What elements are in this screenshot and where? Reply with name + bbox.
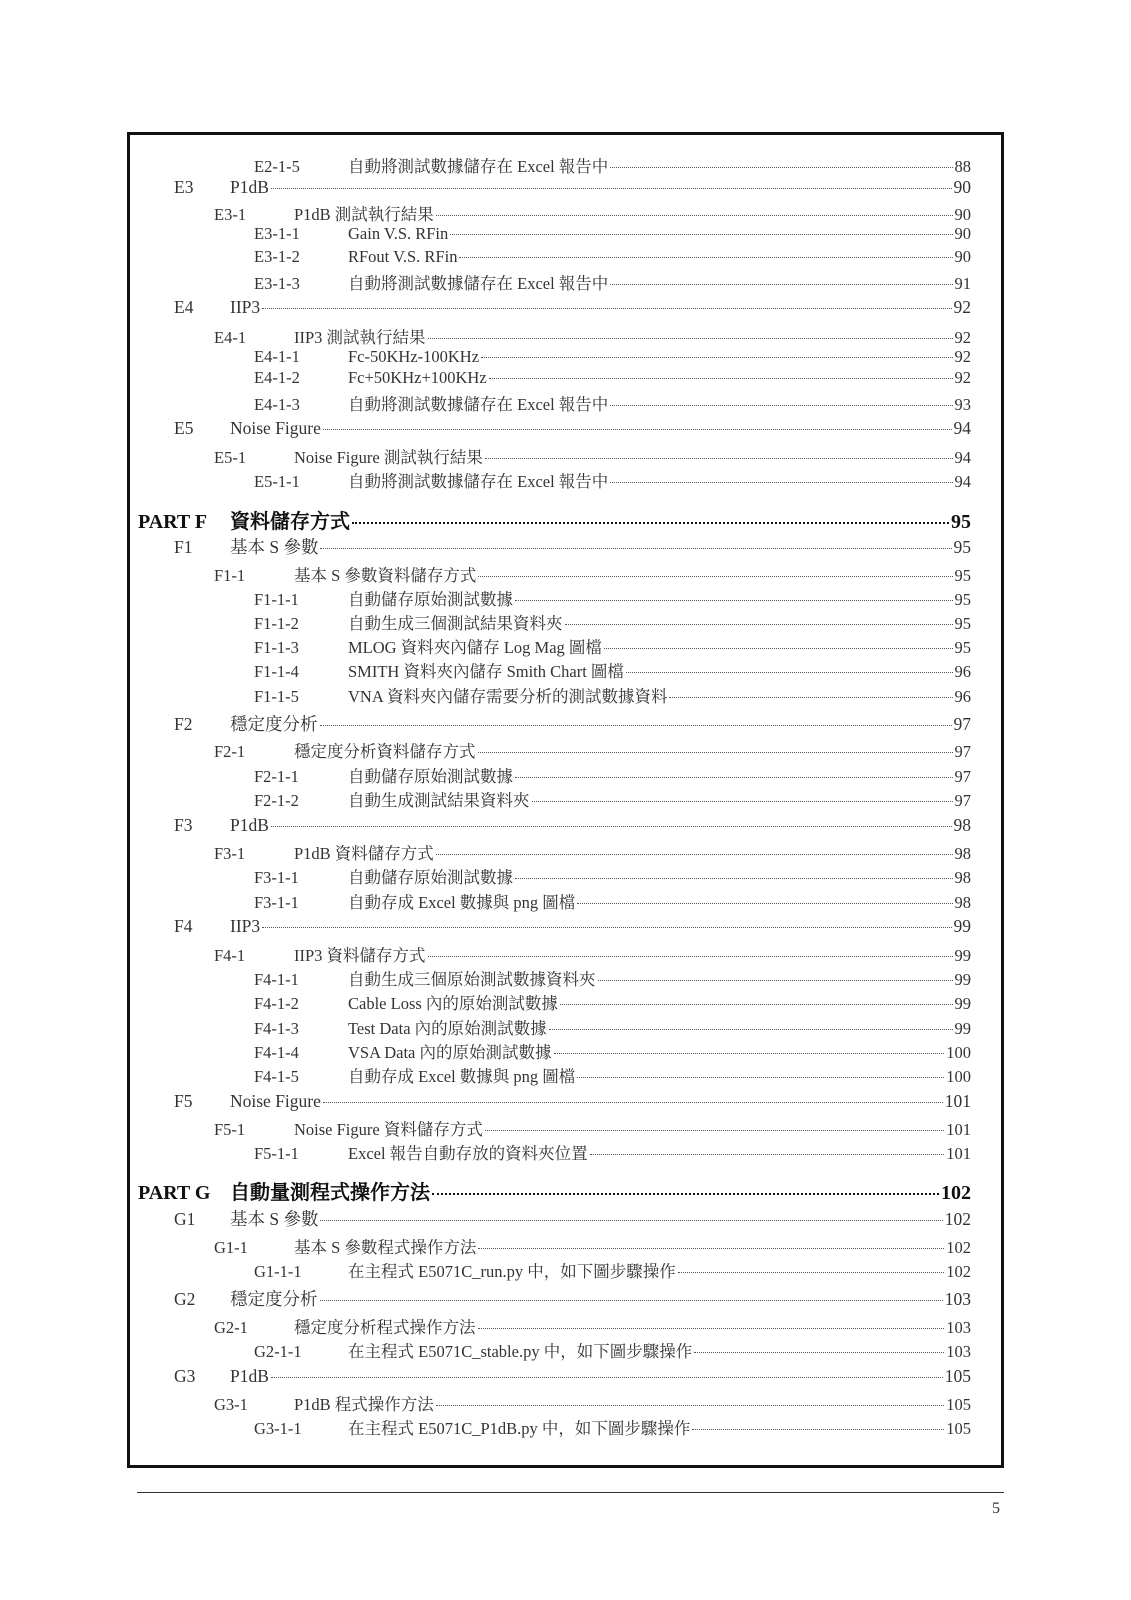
toc-entry-page: 95 — [951, 511, 971, 533]
toc-entry[interactable] — [174, 418, 971, 439]
toc-entry[interactable] — [254, 763, 971, 787]
toc-entry-title: SMITH 資料夾內儲存 Smith Chart 圖檔 — [348, 662, 624, 681]
toc-entry[interactable] — [254, 224, 971, 244]
toc-dot-leader — [515, 777, 953, 778]
toc-entry[interactable] — [214, 1391, 971, 1415]
toc-entry-number: F1 — [174, 537, 193, 557]
toc-entry-number: F5-1-1 — [254, 1144, 299, 1163]
toc-entry[interactable] — [254, 990, 971, 1014]
toc-entry-number: E5-1 — [214, 448, 247, 467]
toc-entry-title: 自動儲存原始測試數據 — [348, 868, 513, 887]
toc-entry-page: 98 — [953, 815, 971, 835]
toc-entry[interactable] — [214, 840, 971, 864]
toc-part-heading[interactable] — [138, 1176, 971, 1205]
toc-entry-page: 94 — [954, 472, 971, 491]
toc-entry-title: 在主程式 E5071C_P1dB.py 中，如下圖步驟操作 — [348, 1419, 691, 1438]
toc-entry-number: E2-1-5 — [254, 157, 300, 176]
toc-entry[interactable] — [254, 1258, 971, 1282]
toc-entry[interactable] — [254, 1063, 971, 1087]
toc-entry-page: 100 — [946, 1067, 971, 1086]
toc-entry-number: F2-1-1 — [254, 767, 299, 786]
toc-entry-number: F4-1-1 — [254, 970, 299, 989]
toc-entry-page: 90 — [954, 247, 971, 266]
toc-entry-title: P1dB 程式操作方法 — [294, 1395, 434, 1414]
toc-entry-number: G3-1-1 — [254, 1419, 302, 1438]
toc-entry-page: 101 — [946, 1120, 971, 1139]
toc-entry-title: IIP3 — [230, 916, 261, 936]
toc-entry[interactable] — [254, 468, 971, 492]
toc-entry-page: 88 — [954, 157, 971, 176]
toc-entry-page: 97 — [953, 714, 971, 734]
toc-entry-number: G1-1-1 — [254, 1262, 302, 1281]
toc-entry[interactable] — [214, 942, 971, 966]
toc-entry[interactable] — [174, 1366, 971, 1387]
toc-entry[interactable] — [254, 247, 971, 267]
toc-dot-leader — [481, 357, 952, 358]
toc-dot-leader — [320, 548, 951, 549]
toc-entry[interactable] — [174, 177, 971, 198]
toc-entry-number: F4-1-3 — [254, 1019, 299, 1038]
toc-dot-leader — [262, 927, 951, 928]
toc-entry-title: 自動生成三個測試結果資料夾 — [348, 614, 563, 633]
toc-entry[interactable] — [214, 324, 971, 348]
toc-dot-leader — [598, 980, 953, 981]
toc-entry-page: 101 — [944, 1091, 971, 1111]
toc-entry[interactable] — [254, 634, 971, 658]
toc-dot-leader — [271, 188, 952, 189]
toc-dot-leader — [694, 1352, 944, 1353]
toc-entry-title: 自動將測試數據儲存在 Excel 報告中 — [348, 395, 609, 414]
toc-entry-page: 95 — [954, 590, 971, 609]
toc-entry-title: 自動將測試數據儲存在 Excel 報告中 — [348, 472, 609, 491]
toc-entry-number: E4-1 — [214, 328, 247, 347]
toc-entry[interactable] — [214, 562, 971, 586]
toc-entry-page: 98 — [954, 844, 971, 863]
toc-entry-number: G2-1-1 — [254, 1342, 302, 1361]
toc-entry-page: 92 — [954, 347, 971, 366]
toc-entry-page: 102 — [944, 1209, 971, 1229]
toc-entry-title: IIP3 測試執行結果 — [294, 328, 426, 347]
toc-entry-number: E4-1-1 — [254, 347, 300, 366]
toc-entry-number: G2-1 — [214, 1318, 248, 1337]
toc-entry-title: 自動儲存原始測試數據 — [348, 590, 513, 609]
toc-entry[interactable] — [254, 270, 971, 294]
toc-dot-leader — [610, 284, 952, 285]
toc-dot-leader — [478, 1248, 944, 1249]
toc-dot-leader — [515, 878, 953, 879]
toc-entry-title: P1dB — [230, 815, 269, 835]
toc-entry-title: Fc-50KHz-100KHz — [348, 347, 480, 366]
page-number: 5 — [992, 1500, 1000, 1517]
toc-entry-title: Cable Loss 內的原始測試數據 — [348, 994, 558, 1013]
toc-entry-page: 90 — [954, 224, 971, 243]
toc-entry-page: 94 — [954, 448, 971, 467]
toc-entry-number: G2 — [174, 1289, 196, 1309]
toc-entry-number: E3-1-1 — [254, 224, 300, 243]
toc-entry-title: 在主程式 E5071C_stable.py 中，如下圖步驟操作 — [348, 1342, 693, 1361]
toc-entry-number: G3-1 — [214, 1395, 248, 1414]
toc-entry-title: 穩定度分析資料儲存方式 — [294, 742, 476, 761]
toc-entry[interactable] — [174, 1091, 971, 1112]
toc-entry[interactable] — [254, 1338, 971, 1362]
toc-dot-leader — [489, 378, 953, 379]
toc-entry-title: P1dB — [230, 177, 269, 197]
toc-entry-page: 90 — [953, 177, 971, 197]
toc-entry-page: 90 — [954, 205, 971, 224]
toc-entry-title: MLOG 資料夾內儲存 Log Mag 圖檔 — [348, 638, 602, 657]
toc-entry-number: G1 — [174, 1209, 196, 1229]
toc-part-heading[interactable] — [138, 505, 971, 534]
toc-entry-page: 103 — [944, 1289, 971, 1309]
toc-entry-title: Gain V.S. RFin — [348, 224, 449, 243]
toc-entry-page: 96 — [954, 662, 971, 681]
toc-entry[interactable] — [254, 586, 971, 610]
toc-entry-number: F3 — [174, 815, 193, 835]
toc-entry[interactable] — [214, 444, 971, 468]
toc-dot-leader — [532, 801, 953, 802]
toc-dot-leader — [590, 1154, 945, 1155]
toc-entry-number: F4 — [174, 916, 193, 936]
footer-divider — [137, 1492, 1004, 1493]
toc-entry[interactable] — [254, 1039, 971, 1063]
toc-dot-leader — [436, 215, 953, 216]
toc-entry[interactable] — [254, 683, 971, 707]
toc-entry-page: 92 — [954, 368, 971, 387]
toc-entry[interactable] — [254, 1140, 971, 1164]
toc-frame — [127, 132, 1004, 1468]
toc-entry[interactable] — [254, 658, 971, 682]
toc-entry-title: P1dB 資料儲存方式 — [294, 844, 434, 863]
toc-entry[interactable] — [254, 966, 971, 990]
toc-entry-title: 基本 S 參數程式操作方法 — [294, 1238, 477, 1257]
toc-entry-page: 99 — [954, 946, 971, 965]
toc-entry-number: F4-1-4 — [254, 1043, 299, 1062]
toc-entry-title: Test Data 內的原始測試數據 — [348, 1019, 547, 1038]
toc-entry-number: E3-1 — [214, 205, 247, 224]
toc-entry[interactable] — [254, 391, 971, 415]
toc-entry-number: F5-1 — [214, 1120, 246, 1139]
toc-dot-leader — [352, 522, 949, 524]
toc-entry-number: E3-1-2 — [254, 247, 300, 266]
toc-entry-title: Excel 報告自動存放的資料夾位置 — [348, 1144, 588, 1163]
toc-entry-number: F1-1-4 — [254, 662, 299, 681]
toc-entry[interactable] — [174, 1206, 971, 1231]
toc-entry[interactable] — [254, 787, 971, 811]
toc-entry[interactable] — [174, 916, 971, 937]
toc-dot-leader — [692, 1429, 944, 1430]
toc-entry-title: 自動存成 Excel 數據與 png 圖檔 — [348, 1067, 576, 1086]
toc-entry-number: F1-1-5 — [254, 687, 299, 706]
toc-entry-title: Noise Figure — [230, 418, 321, 438]
toc-dot-leader — [459, 257, 952, 258]
toc-entry-page: 95 — [954, 566, 971, 585]
toc-dot-leader — [560, 1004, 953, 1005]
toc-entry-page: 92 — [953, 297, 971, 317]
toc-entry-number: F2-1-2 — [254, 791, 299, 810]
toc-entry-page: 95 — [954, 614, 971, 633]
toc-entry-number: PART G — [138, 1182, 211, 1204]
toc-entry-number: F4-1 — [214, 946, 246, 965]
toc-dot-leader — [320, 1300, 943, 1301]
toc-entry-title: Noise Figure 測試執行結果 — [294, 448, 483, 467]
toc-entry-number: E4-1-2 — [254, 368, 300, 387]
toc-entry-number: G3 — [174, 1366, 196, 1386]
toc-entry-title: 自動量測程式操作方法 — [230, 1182, 430, 1204]
toc-entry-title: 基本 S 參數 — [230, 537, 319, 557]
toc-entry-page: 96 — [954, 687, 971, 706]
toc-entry-page: 102 — [941, 1182, 971, 1204]
toc-entry-page: 99 — [954, 994, 971, 1013]
toc-entry[interactable] — [174, 297, 971, 318]
toc-dot-leader — [610, 482, 952, 483]
toc-dot-leader — [436, 854, 953, 855]
toc-entry-number: E3 — [174, 177, 194, 197]
toc-entry-title: 基本 S 參數 — [230, 1209, 319, 1229]
toc-entry-title: 自動存成 Excel 數據與 png 圖檔 — [348, 893, 576, 912]
toc-entry[interactable] — [254, 610, 971, 634]
toc-dot-leader — [262, 308, 951, 309]
toc-entry-number: F1-1-1 — [254, 590, 299, 609]
toc-entry-number: F2 — [174, 714, 193, 734]
toc-entry-number: F1-1-3 — [254, 638, 299, 657]
toc-dot-leader — [485, 1130, 944, 1131]
toc-entry[interactable] — [214, 1314, 971, 1338]
toc-entry-page: 94 — [953, 418, 971, 438]
toc-entry[interactable] — [174, 534, 971, 559]
toc-entry-number: F4-1-2 — [254, 994, 299, 1013]
toc-entry[interactable] — [174, 815, 971, 836]
toc-entry[interactable] — [214, 1234, 971, 1258]
toc-entry-page: 92 — [954, 328, 971, 347]
toc-dot-leader — [565, 624, 953, 625]
toc-dot-leader — [432, 1193, 939, 1195]
toc-entry-page: 105 — [946, 1419, 971, 1438]
toc-entry-number: F2-1 — [214, 742, 246, 761]
toc-dot-leader — [271, 1377, 943, 1378]
toc-entry-title: IIP3 資料儲存方式 — [294, 946, 426, 965]
toc-entry-page: 97 — [954, 791, 971, 810]
toc-entry-title: P1dB — [230, 1366, 269, 1386]
toc-entry-title: RFout V.S. RFin — [348, 247, 458, 266]
toc-entry-page: 105 — [944, 1366, 971, 1386]
toc-entry-page: 91 — [954, 274, 971, 293]
toc-dot-leader — [577, 903, 952, 904]
toc-entry-title: Fc+50KHz+100KHz — [348, 368, 487, 387]
toc-entry-page: 103 — [946, 1318, 971, 1337]
toc-entry[interactable] — [254, 368, 971, 388]
toc-dot-leader — [320, 1220, 942, 1221]
toc-entry-title: Noise Figure — [230, 1091, 321, 1111]
toc-entry-title: IIP3 — [230, 297, 261, 317]
toc-dot-leader — [554, 1053, 945, 1054]
toc-dot-leader — [669, 697, 952, 698]
toc-entry-number: F1-1 — [214, 566, 246, 585]
toc-dot-leader — [610, 167, 952, 168]
toc-entry-title: 自動將測試數據儲存在 Excel 報告中 — [348, 157, 609, 176]
toc-entry-number: F3-1 — [214, 844, 246, 863]
toc-dot-leader — [678, 1272, 945, 1273]
toc-entry-page: 102 — [946, 1238, 971, 1257]
toc-entry-title: 穩定度分析 — [230, 714, 318, 734]
toc-entry-page: 100 — [946, 1043, 971, 1062]
toc-entry-page: 99 — [954, 970, 971, 989]
toc-dot-leader — [436, 1405, 944, 1406]
toc-entry-page: 99 — [953, 916, 971, 936]
toc-entry-title: 資料儲存方式 — [230, 511, 350, 533]
toc-entry-number: G1-1 — [214, 1238, 248, 1257]
toc-entry[interactable] — [254, 889, 971, 913]
toc-entry-page: 101 — [946, 1144, 971, 1163]
toc-entry-number: E5-1-1 — [254, 472, 300, 491]
toc-entry[interactable] — [174, 711, 971, 736]
toc-entry[interactable] — [214, 201, 971, 225]
toc-entry-title: P1dB 測試執行結果 — [294, 205, 434, 224]
toc-entry[interactable] — [254, 153, 971, 177]
toc-entry[interactable] — [254, 1415, 971, 1439]
toc-entry-page: 97 — [954, 742, 971, 761]
toc-dot-leader — [478, 576, 952, 577]
toc-entry[interactable] — [254, 864, 971, 888]
toc-entry[interactable] — [254, 1015, 971, 1039]
toc-entry[interactable] — [254, 347, 971, 367]
toc-dot-leader — [428, 338, 953, 339]
toc-entry-page: 93 — [954, 395, 971, 414]
toc-entry-number: E3-1-3 — [254, 274, 300, 293]
toc-entry-title: 自動生成測試結果資料夾 — [348, 791, 530, 810]
toc-entry[interactable] — [214, 738, 971, 762]
toc-entry-title: 穩定度分析 — [230, 1289, 318, 1309]
toc-entry-page: 95 — [953, 537, 971, 557]
toc-entry-number: F1-1-2 — [254, 614, 299, 633]
toc-dot-leader — [626, 672, 953, 673]
toc-entry-number: F3-1-1 — [254, 893, 299, 912]
toc-entry-title: 在主程式 E5071C_run.py 中，如下圖步驟操作 — [348, 1262, 676, 1281]
toc-entry-page: 103 — [946, 1342, 971, 1361]
toc-dot-leader — [478, 1328, 945, 1329]
toc-dot-leader — [323, 429, 952, 430]
toc-entry-title: 自動將測試數據儲存在 Excel 報告中 — [348, 274, 609, 293]
toc-entry-number: F4-1-5 — [254, 1067, 299, 1086]
toc-dot-leader — [604, 648, 953, 649]
toc-entry-page: 99 — [954, 1019, 971, 1038]
toc-entry-page: 97 — [954, 767, 971, 786]
toc-dot-leader — [478, 752, 953, 753]
toc-entry-page: 102 — [946, 1262, 971, 1281]
toc-dot-leader — [323, 1102, 943, 1103]
toc-entry-number: E4-1-3 — [254, 395, 300, 414]
toc-entry-page: 98 — [954, 868, 971, 887]
toc-entry-number: F5 — [174, 1091, 193, 1111]
toc-dot-leader — [271, 826, 952, 827]
toc-entry-number: E5 — [174, 418, 194, 438]
toc-entry-number: E4 — [174, 297, 194, 317]
toc-entry-title: 穩定度分析程式操作方法 — [294, 1318, 476, 1337]
toc-entry-page: 95 — [954, 638, 971, 657]
toc-entry-title: Noise Figure 資料儲存方式 — [294, 1120, 483, 1139]
toc-entry-page: 98 — [954, 893, 971, 912]
toc-dot-leader — [610, 405, 952, 406]
toc-entry[interactable] — [214, 1116, 971, 1140]
toc-entry-number: PART F — [138, 511, 208, 533]
toc-dot-leader — [485, 458, 953, 459]
toc-dot-leader — [549, 1029, 953, 1030]
toc-dot-leader — [428, 956, 953, 957]
toc-entry-title: 自動生成三個原始測試數據資料夾 — [348, 970, 596, 989]
toc-entry-title: 自動儲存原始測試數據 — [348, 767, 513, 786]
toc-dot-leader — [577, 1077, 944, 1078]
toc-dot-leader — [450, 234, 952, 235]
toc-entry-number: F3-1-1 — [254, 868, 299, 887]
toc-entry-page: 105 — [946, 1395, 971, 1414]
toc-entry-title: 基本 S 參數資料儲存方式 — [294, 566, 477, 585]
toc-entry-title: VSA Data 內的原始測試數據 — [348, 1043, 552, 1062]
toc-dot-leader — [320, 725, 952, 726]
toc-entry-title: VNA 資料夾內儲存需要分析的測試數據資料 — [348, 687, 668, 706]
toc-entry[interactable] — [174, 1286, 971, 1311]
toc-dot-leader — [515, 600, 953, 601]
